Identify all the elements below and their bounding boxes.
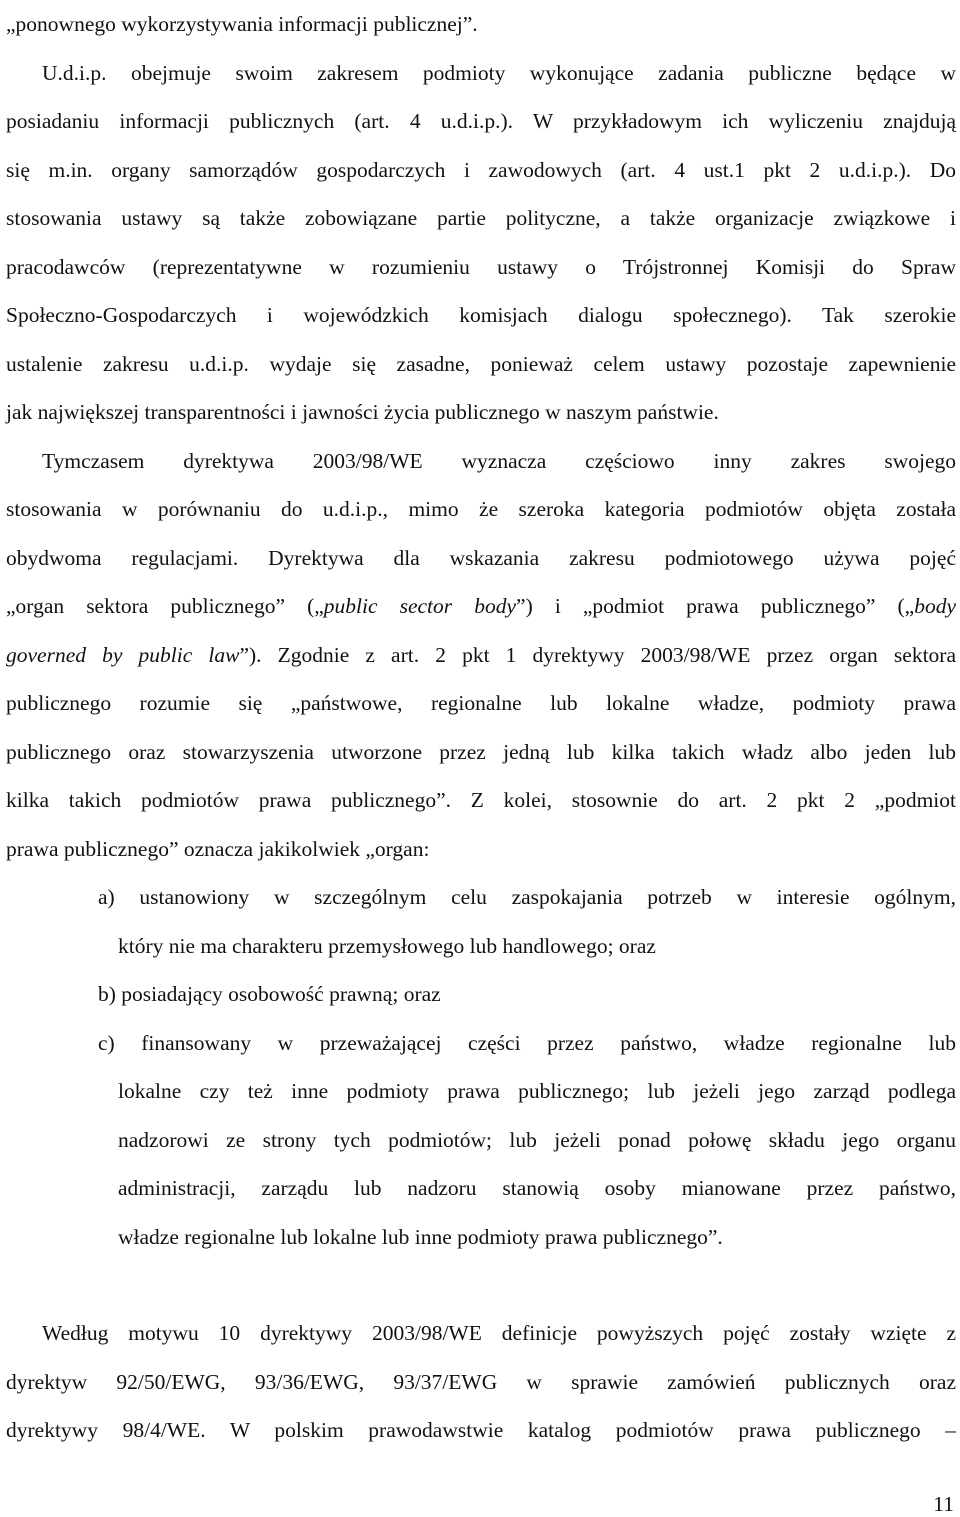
paragraph-gap <box>6 1261 956 1309</box>
text-line: się m.in. organy samorządów gospodarczych i zawodowych (art. 4 ust.1 pkt 2 u.d.i.p.). Do <box>6 157 956 182</box>
list-item-c-cont: władze regionalne lub lokalne lub inne podmioty prawa publicznego”. <box>118 1224 723 1249</box>
list-item-c: c) finansowany w przeważającej części przez państwo, władze regionalne lub <box>98 1030 956 1055</box>
text-line: „ponownego wykorzystywania informacji publicznej”. <box>6 12 478 36</box>
text-span: „organ sektora publicznego” („ <box>6 594 324 618</box>
text-line-governed <box>6 631 956 680</box>
page-number: 11 <box>933 1492 954 1516</box>
list-item-b: b) posiadający osobowość prawną; oraz <box>98 982 441 1006</box>
list-item-c-cont: lokalne czy też inne podmioty prawa publicznego; lub jeżeli jego zarząd podlega <box>118 1079 956 1103</box>
text-line: obydwoma regulacjami. Dyrektywa dla wskazania zakresu podmiotowego używa pojęć <box>6 545 956 570</box>
italic-term: public sector body <box>323 594 517 618</box>
list-item-c-cont: nadzorowi ze strony tych podmiotów; lub jeżeli ponad połowę składu jego organu <box>118 1127 956 1152</box>
list-item-a-cont: który nie ma charakteru przemysłowego lub handlowego; oraz <box>118 933 656 958</box>
text-line-organ <box>6 582 956 631</box>
text-line: posiadaniu informacji publicznych (art. 4 u.d.i.p.). W przykładowym ich wyliczeniu znajdują <box>6 109 956 133</box>
list-item-c-cont: administracji, zarządu lub nadzoru stanowią osoby mianowane przez państwo, <box>118 1176 956 1200</box>
document-page <box>6 0 956 1455</box>
text-line: Tymczasem dyrektywa 2003/98/WE wyznacza częściowo inny zakres swojego <box>42 448 956 473</box>
list-item-a: a) ustanowiony w szczególnym celu zaspokajania potrzeb w interesie ogólnym, <box>98 885 956 909</box>
text-line: kilka takich podmiotów prawa publicznego”. Z kolei, stosownie do art. 2 pkt 2 „podmiot <box>6 788 956 812</box>
text-line: publicznego oraz stowarzyszenia utworzone przez jedną lub kilka takich władz albo jeden lub <box>6 739 956 764</box>
text-line: publicznego rozumie się „państwowe, regionalne lub lokalne władze, podmioty prawa <box>6 691 956 715</box>
italic-term: body <box>914 594 956 618</box>
text-line: prawa publicznego” oznacza jakikolwiek „organ: <box>6 836 430 861</box>
text-line: jak największej transparentności i jawności życia publicznego w naszym państwie. <box>6 400 719 424</box>
text-line: Według motywu 10 dyrektywy 2003/98/WE definicje powyższych pojęć zostały wzięte z <box>42 1321 956 1345</box>
text-span: ”) i „podmiot prawa publicznego” („ <box>516 594 915 618</box>
italic-term: governed by public law <box>6 642 240 667</box>
text-line: stosowania w porównaniu do u.d.i.p., mimo że szeroka kategoria podmiotów objęta została <box>6 497 956 521</box>
text-span: ”). Zgodnie z art. 2 pkt 1 dyrektywy 2003/98/WE przez organ sektora <box>239 642 956 667</box>
text-line: Społeczno-Gospodarczych i wojewódzkich komisjach dialogu społecznego). Tak szerokie <box>6 303 956 327</box>
text-line: stosowania ustawy są także zobowiązane partie polityczne, a także organizacje związkowe i <box>6 206 956 230</box>
text-line: ustalenie zakresu u.d.i.p. wydaje się zasadne, ponieważ celem ustawy pozostaje zapewnienie <box>6 351 956 376</box>
text-line: dyrektywy 98/4/WE. W polskim prawodawstwie katalog podmiotów prawa publicznego – <box>6 1418 956 1442</box>
text-line: U.d.i.p. obejmuje swoim zakresem podmioty wykonujące zadania publiczne będące w <box>42 60 956 85</box>
text-line: pracodawców (reprezentatywne w rozumieniu ustawy o Trójstronnej Komisji do Spraw <box>6 254 956 279</box>
text-line: dyrektyw 92/50/EWG, 93/36/EWG, 93/37/EWG w sprawie zamówień publicznych oraz <box>6 1369 956 1394</box>
